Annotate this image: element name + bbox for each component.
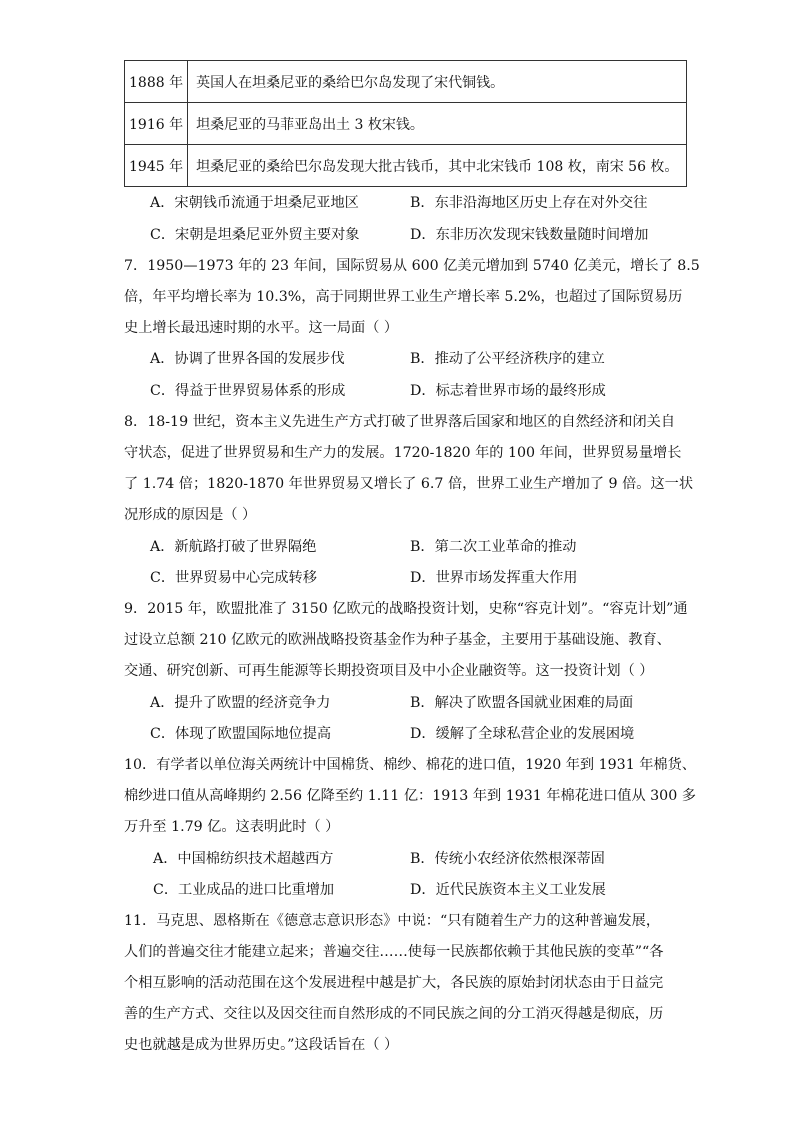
q11-stem-line: 史也就越是成为世界历史。”这段话旨在（ ） [124, 1037, 399, 1053]
q11-stem-line: 善的生产方式、交往以及因交往而自然形成的不同民族之间的分工消灭得越是彻底，历 [124, 1006, 664, 1022]
q7-stem-line: 倍，年平均增长率为 10.3%，高于同期世界工业生产增长率 5.2%，也超过了国际贸易历 [124, 289, 683, 305]
evidence-table [124, 60, 687, 187]
event-cell: 英国人在坦桑尼亚的桑给巴尔岛发现了宋代铜钱。 [188, 61, 687, 103]
q6-option-b[interactable]: B．东非沿海地区历史上存在对外交往 [410, 195, 648, 211]
q11-stem-line: 个相互影响的活动范围在这个发展进程中越是扩大，各民族的原始封闭状态由于日益完 [124, 975, 664, 991]
q8-option-b[interactable]: B．第二次工业革命的推动 [410, 539, 577, 555]
q9-stem-line: 交通、研究创新、可再生能源等长期投资项目及中小企业融资等。这一投资计划（ ） [124, 663, 654, 679]
q8-stem-line: 了 1.74 倍；1820-1870 年世界贸易又增长了 6.7 倍，世界工业生产增加了 9 倍。这一状 [124, 476, 694, 492]
q8-stem-line: 守状态，促进了世界贸易和生产力的发展。1720-1820 年的 100 年间，世界贸易量增长 [124, 445, 682, 461]
year-cell: 1888 年 [125, 61, 188, 103]
q7-option-b[interactable]: B．推动了公平经济秩序的建立 [410, 351, 605, 367]
q6-option-c[interactable]: C．宋朝是坦桑尼亚外贸主要对象 [150, 227, 360, 243]
q7-option-c[interactable]: C．得益于世界贸易体系的形成 [150, 383, 346, 399]
q10-option-d[interactable]: D．近代民族资本主义工业发展 [410, 882, 606, 898]
table-row [125, 145, 687, 187]
event-cell: 坦桑尼亚的马菲亚岛出土 3 枚宋钱。 [188, 103, 687, 145]
table-row [125, 61, 687, 103]
year-cell: 1945 年 [125, 145, 188, 187]
q8-option-c[interactable]: C．世界贸易中心完成转移 [150, 570, 317, 586]
q10-stem-line: 万升至 1.79 亿。这表明此时（ ） [124, 819, 340, 835]
q9-stem-line: 9．2015 年，欧盟批准了 3150 亿欧元的战略投资计划，史称“容克计划”。“容克计划”通 [124, 601, 688, 617]
q8-stem-line: 况形成的原因是（ ） [124, 507, 257, 523]
q9-option-c[interactable]: C．体现了欧盟国际地位提高 [150, 726, 332, 742]
q7-stem-line: 史上增长最迅速时期的水平。这一局面（ ） [124, 320, 399, 336]
q9-option-d[interactable]: D．缓解了全球私营企业的发展困境 [410, 726, 635, 742]
q6-option-a[interactable]: A．宋朝钱币流通于坦桑尼亚地区 [150, 195, 359, 211]
q10-option-a[interactable]: A．中国棉纺织技术超越西方 [153, 851, 334, 867]
q7-option-a[interactable]: A．协调了世界各国的发展步伐 [150, 351, 345, 367]
q6-option-d[interactable]: D．东非历次发现宋钱数量随时间增加 [410, 227, 649, 243]
table-row [125, 103, 687, 145]
q10-stem-line: 棉纱进口值从高峰期约 2.56 亿降至约 1.11 亿：1913 年到 1931 年棉花进口值从 300 多 [124, 788, 696, 804]
q11-stem-line: 人们的普遍交往才能建立起来；普遍交往……使每一民族都依赖于其他民族的变革”“各 [124, 944, 664, 960]
event-cell: 坦桑尼亚的桑给巴尔岛发现大批古钱币，其中北宋钱币 108 枚，南宋 56 枚。 [188, 145, 687, 187]
q8-stem-line: 8．18-19 世纪，资本主义先进生产方式打破了世界落后国家和地区的自然经济和闭关自 [124, 414, 676, 430]
q10-stem-line: 10．有学者以单位海关两统计中国棉货、棉纱、棉花的进口值，1920 年到 1931 年棉货、 [124, 757, 696, 773]
q7-stem-line: 7．1950—1973 年的 23 年间，国际贸易从 600 亿美元增加到 5740 亿美元，增长了 8.5 [124, 258, 700, 274]
q8-option-d[interactable]: D．世界市场发挥重大作用 [410, 570, 578, 586]
q10-option-c[interactable]: C．工业成品的进口比重增加 [153, 882, 335, 898]
q10-option-b[interactable]: B．传统小农经济依然根深蒂固 [410, 851, 605, 867]
q9-stem-line: 过设立总额 210 亿欧元的欧洲战略投资基金作为种子基金，主要用于基础设施、教育、 [124, 632, 671, 648]
q8-option-a[interactable]: A．新航路打破了世界隔绝 [150, 539, 317, 555]
q9-option-a[interactable]: A．提升了欧盟的经济竞争力 [150, 695, 331, 711]
q11-stem-line: 11．马克思、恩格斯在《德意志意识形态》中说：“只有随着生产力的这种普遍发展， [124, 913, 661, 929]
year-cell: 1916 年 [125, 103, 188, 145]
q7-option-d[interactable]: D．标志着世界市场的最终形成 [410, 383, 606, 399]
q9-option-b[interactable]: B．解决了欧盟各国就业困难的局面 [410, 695, 634, 711]
